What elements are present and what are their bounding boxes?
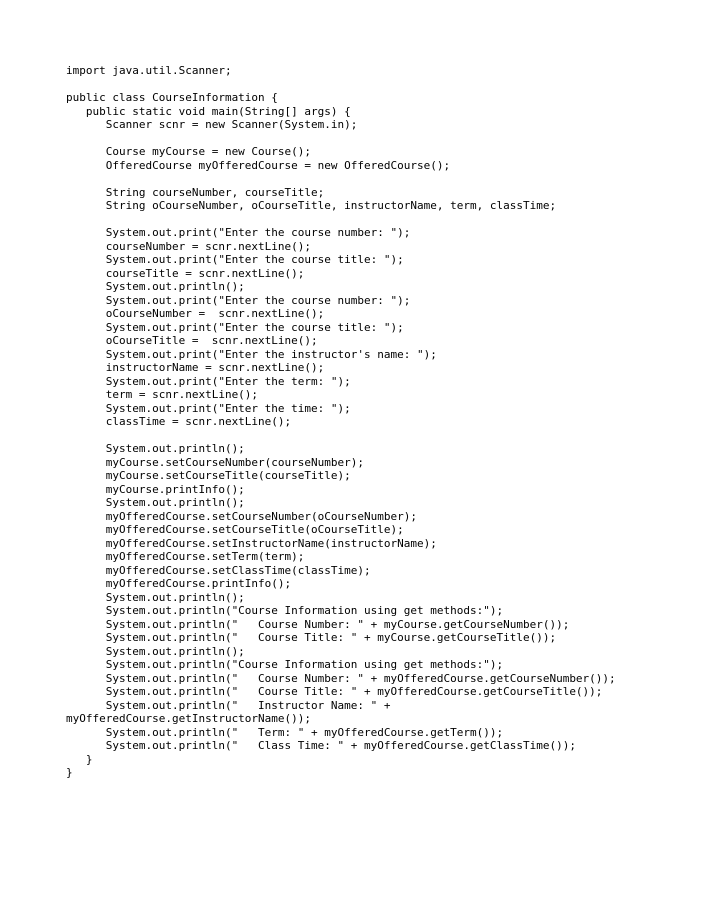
code-line: } [66,752,93,766]
code-line: oCourseNumber = scnr.nextLine(); [66,307,325,320]
code-line: myOfferedCourse.setInstructorName(instructorName); [66,536,437,550]
code-line [66,172,616,186]
code-line: courseNumber = scnr.nextLine(); [66,239,312,253]
code-line [66,78,616,92]
code-line: System.out.print("Enter the course number: "); [66,226,411,239]
code-line: courseTitle = scnr.nextLine(); [66,266,305,280]
code-line: public class CourseInformation { [66,91,278,104]
code-listing [66,64,616,780]
code-line: Course myCourse = new Course(); [66,145,312,158]
code-line: System.out.println(); [66,644,245,658]
code-line: classTime = scnr.nextLine(); [66,415,292,428]
code-line: System.out.print("Enter the time: "); [66,401,351,415]
code-line: myOfferedCourse.setTerm(term); [66,550,305,563]
code-line: System.out.print("Enter the course title: "); [66,253,404,266]
code-line: myOfferedCourse.setClassTime(classTime); [66,563,371,577]
code-line: myCourse.printInfo(); [66,482,245,496]
code-line: import java.util.Scanner; [66,64,232,77]
code-line: myOfferedCourse.getInstructorName()); [66,712,312,725]
code-line: System.out.println(" Term: " + myOfferedCourse.getTerm()); [66,725,504,739]
code-line: System.out.println(" Course Title: " + myCourse.getCourseTitle()); [66,631,557,644]
code-line [66,132,616,146]
code-line: System.out.print("Enter the course number: "); [66,293,411,307]
code-line: System.out.println(" Class Time: " + myOfferedCourse.getClassTime()); [66,739,576,752]
code-line: public static void main(String[] args) { [66,104,351,118]
code-line: term = scnr.nextLine(); [66,388,259,401]
code-line: Scanner scnr = new Scanner(System.in); [66,118,358,131]
code-line: System.out.print("Enter the instructor's name: "); [66,347,437,361]
code-line: System.out.println("Course Information using get methods:"); [66,658,504,671]
code-line: System.out.println("Course Information using get methods:"); [66,604,504,617]
code-line: System.out.println(); [66,590,245,604]
code-line: String oCourseNumber, oCourseTitle, instructorName, term, classTime; [66,199,557,212]
code-line: System.out.println(" Course Number: " + myCourse.getCourseNumber()); [66,617,570,631]
code-line: System.out.println(" Course Number: " + myOfferedCourse.getCourseNumber()); [66,671,616,685]
code-line: OfferedCourse myOfferedCourse = new OfferedCourse(); [66,158,451,172]
code-line: String courseNumber, courseTitle; [66,185,325,199]
code-line: System.out.println(" Course Title: " + myOfferedCourse.getCourseTitle()); [66,685,603,698]
code-line: System.out.println(); [66,496,245,509]
code-line: System.out.println(); [66,442,245,455]
code-line: oCourseTitle = scnr.nextLine(); [66,334,318,347]
code-line [66,213,616,227]
code-line: myOfferedCourse.printInfo(); [66,577,292,590]
code-line: } [66,766,73,779]
code-line: myOfferedCourse.setCourseNumber(oCourseNumber); [66,509,417,523]
code-line: System.out.println(" Instructor Name: " + [66,698,391,712]
code-line: System.out.print("Enter the term: "); [66,374,351,388]
code-line: myOfferedCourse.setCourseTitle(oCourseTitle); [66,523,404,536]
code-line: myCourse.setCourseTitle(courseTitle); [66,469,351,482]
code-line: myCourse.setCourseNumber(courseNumber); [66,455,365,469]
code-line: System.out.print("Enter the course title: "); [66,320,404,334]
code-line [66,429,616,443]
code-line: instructorName = scnr.nextLine(); [66,361,325,374]
code-line: System.out.println(); [66,280,245,293]
